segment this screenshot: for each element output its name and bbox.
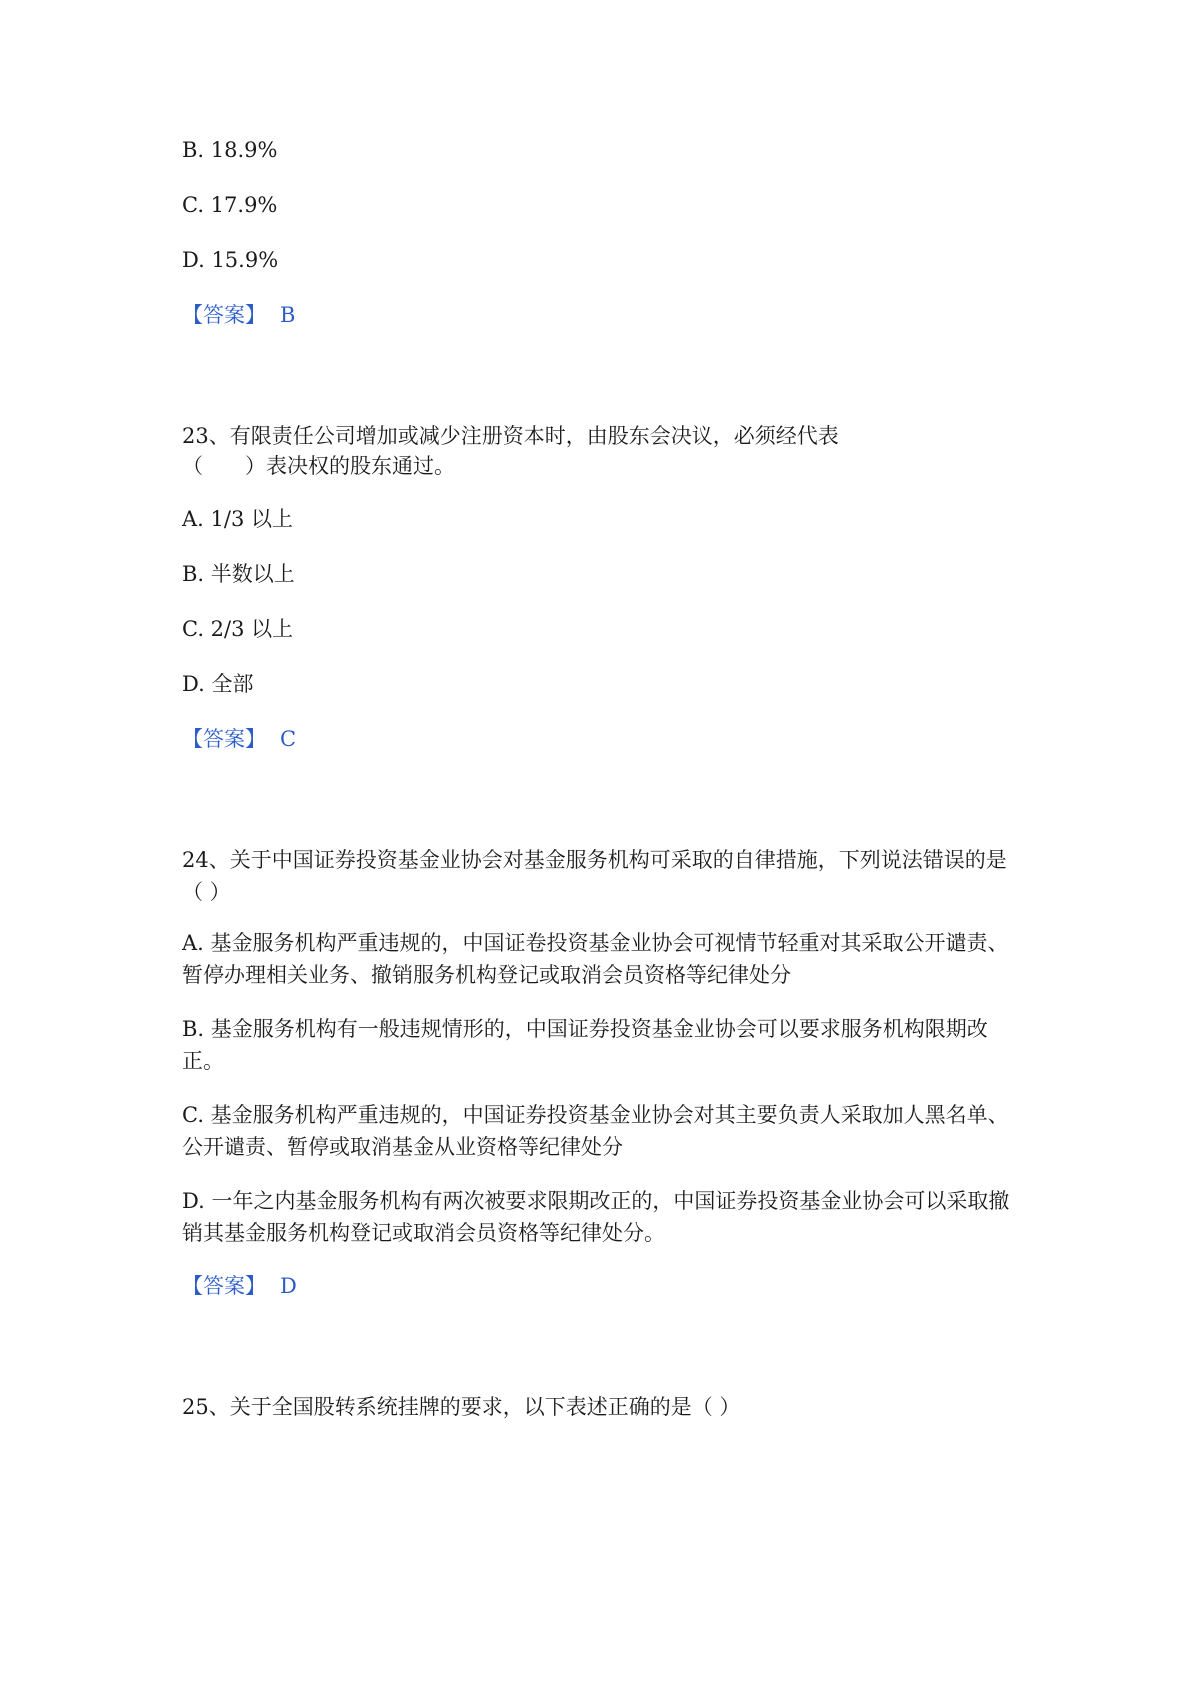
q24-option-c: C. 基金服务机构严重违规的，中国证券投资基金业协会对其主要负责人采取加人黑名单、公开谴责、暂停或取消基金从业资格等纪律处分 <box>182 1103 1009 1159</box>
q24-option-a: A. 基金服务机构严重违规的，中国证卷投资基金业协会可视情节轻重对其采取公开谴责、暂停办理相关业务、撤销服务机构登记或取消会员资格等纪律处分 <box>182 931 1009 987</box>
q24-answer <box>182 1270 297 1302</box>
q23-option-b: B. 半数以上 <box>182 562 295 586</box>
q23-option-a: A. 1/3 以上 <box>182 507 293 531</box>
q23-answer <box>182 723 296 755</box>
q25-stem: 25、关于全国股转系统挂牌的要求，以下表述正确的是（ ） <box>182 1395 741 1419</box>
answer-label: 【答案】 <box>182 303 266 327</box>
q22-answer <box>182 299 295 331</box>
answer-value: B <box>280 303 296 327</box>
q23-option-d: D. 全部 <box>182 672 254 696</box>
q22-option-d: D. 15.9% <box>182 248 279 272</box>
q23-stem-line1: 23、有限责任公司增加或减少注册资本时，由股东会决议，必须经代表 <box>182 424 839 448</box>
q22-option-c: C. 17.9% <box>182 193 278 217</box>
q23-option-c: C. 2/3 以上 <box>182 617 294 641</box>
q24-stem: 24、关于中国证券投资基金业协会对基金服务机构可采取的自律措施，下列说法错误的是（ ） <box>182 848 1007 904</box>
answer-label: 【答案】 <box>182 1274 266 1298</box>
answer-value: C <box>280 727 297 751</box>
q24-option-d: D. 一年之内基金服务机构有两次被要求限期改正的，中国证券投资基金业协会可以采取撤销其基金服务机构登记或取消会员资格等纪律处分。 <box>182 1189 1010 1245</box>
answer-value: D <box>280 1274 297 1298</box>
q23-stem-line2: （ ）表决权的股东通过。 <box>182 454 455 478</box>
q24-option-b: B. 基金服务机构有一般违规情形的，中国证券投资基金业协会可以要求服务机构限期改正。 <box>182 1017 988 1073</box>
answer-label: 【答案】 <box>182 727 266 751</box>
q22-option-b: B. 18.9% <box>182 138 278 162</box>
